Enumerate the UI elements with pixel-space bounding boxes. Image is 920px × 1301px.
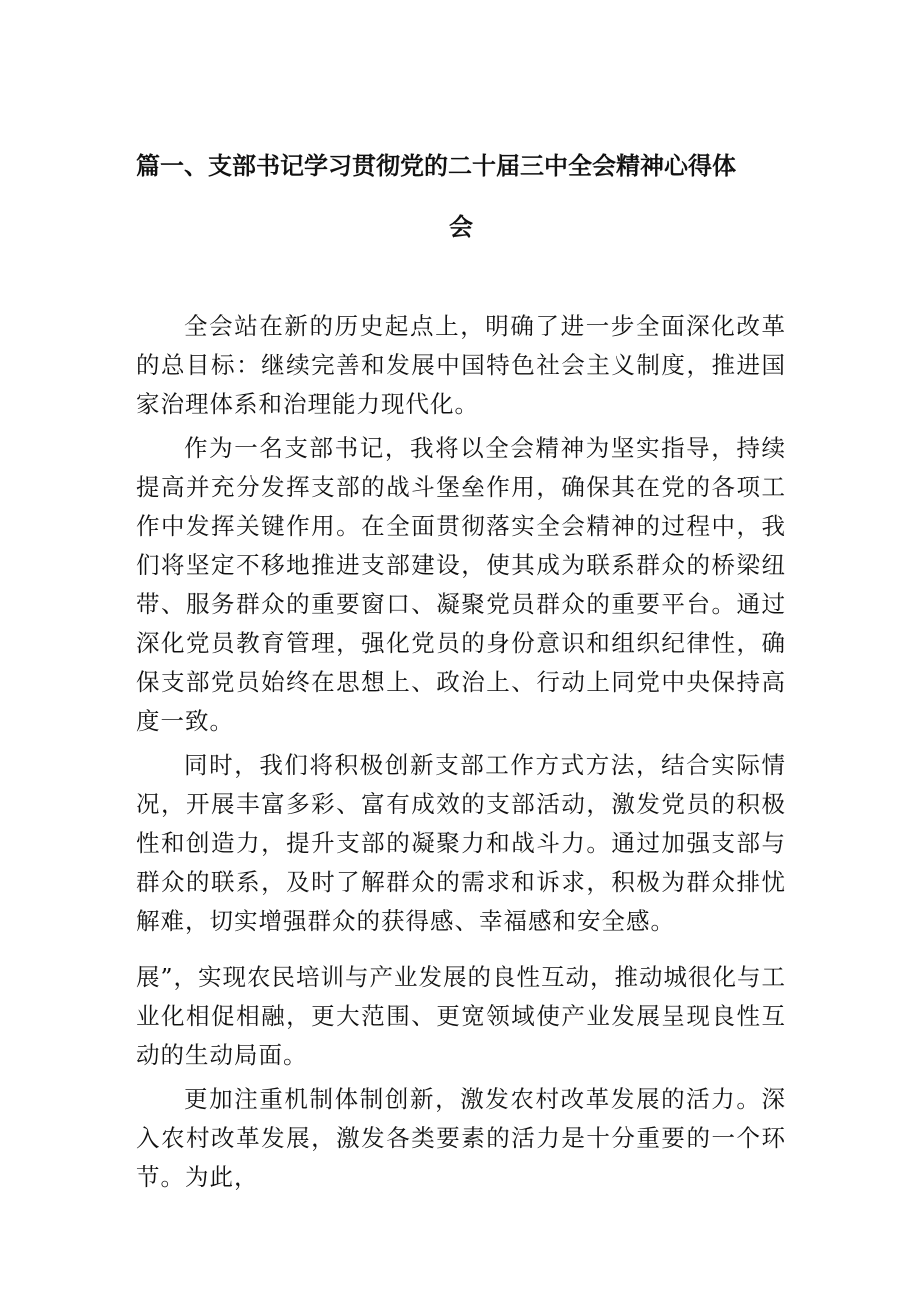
paragraph-5: 更加注重机制体制创新，激发农村改革发展的活力。深入农村改革发展，激发各类要素的活力是十分重要的一个环节。为此，	[136, 1085, 786, 1191]
document-title-line-1: 篇一、支部书记学习贯彻党的二十届三中全会精神心得体	[136, 152, 736, 180]
paragraph-2: 作为一名支部书记，我将以全会精神为坚实指导，持续提高并充分发挥支部的战斗堡垒作用，确保其在党的各项工作中发挥关键作用。在全面贯彻落实全会精神的过程中，我们将坚定不移地推进支部建设，使其成为联系群众的桥梁纽带、服务群众的重要窗口、凝聚党员群众的重要平台。通过深化党员教育管理，强化党员的身份意识和组织纪律性，确保支部党员始终在思想上、政治上、行动上同党中央保持高度一致。	[136, 434, 786, 735]
section-gap	[136, 941, 786, 958]
paragraph-1: 全会站在新的历史起点上，明确了进一步全面深化改革的总目标：继续完善和发展中国特色社会主义制度，推进国家治理体系和治理能力现代化。	[136, 312, 786, 418]
document-body	[136, 307, 786, 1197]
paragraph-3: 同时，我们将积极创新支部工作方式方法，结合实际情况，开展丰富多彩、富有成效的支部活动，激发党员的积极性和创造力，提升支部的凝聚力和战斗力。通过加强支部与群众的联系，及时了解群众的需求和诉求，积极为群众排忧解难，切实增强群众的获得感、幸福感和安全感。	[136, 751, 786, 935]
document-title-line-2: 会	[449, 213, 473, 241]
paragraph-4: 展”，实现农民培训与产业发展的良性互动，推动城很化与工业化相促相融，更大范围、更宽领域使产业发展呈现良性互动的生动局面。	[136, 963, 787, 1069]
